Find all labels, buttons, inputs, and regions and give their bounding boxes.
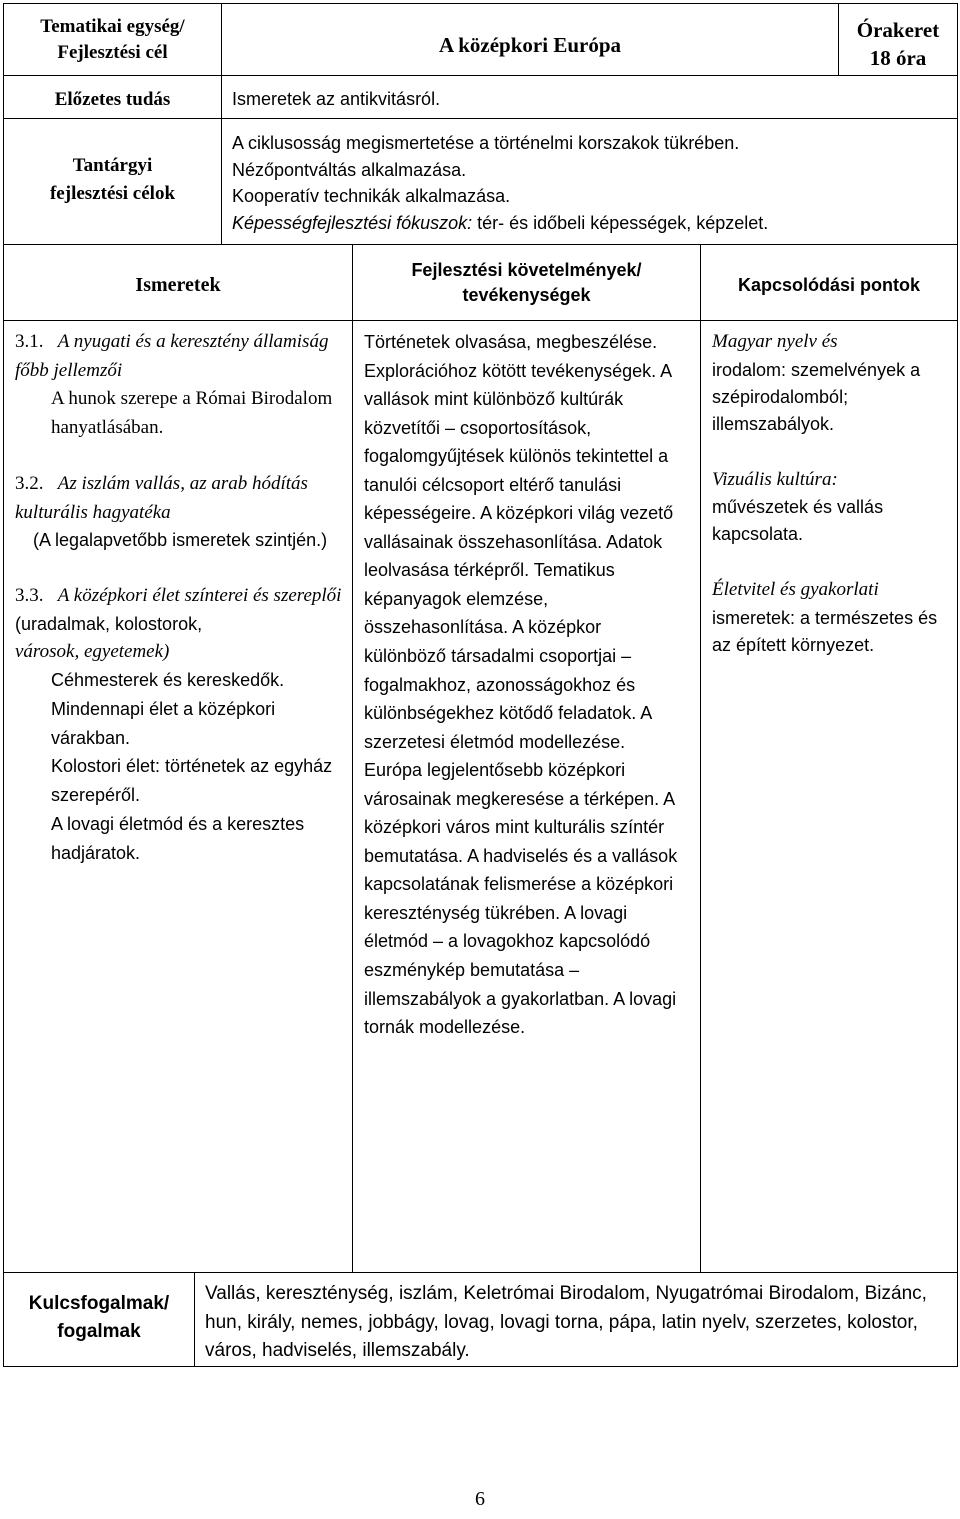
goal-line: Nézőpontváltás alkalmazása. bbox=[232, 159, 467, 180]
connection-item bbox=[712, 328, 948, 438]
connections-cell bbox=[712, 328, 948, 659]
knowledge-cell bbox=[15, 328, 345, 868]
section-title-part: városok, egyetemek) bbox=[15, 640, 170, 662]
connection-label: Vizuális kultúra: bbox=[712, 468, 838, 490]
section-3-2 bbox=[15, 470, 345, 554]
section-subtitle: A hunok szerepe a Római Birodalom hanyatlásában. bbox=[51, 388, 333, 438]
section-3-1 bbox=[15, 328, 345, 442]
connection-text: ismeretek: a természetes és az épített környezet. bbox=[712, 607, 938, 655]
section-items: Céhmesterek és kereskedők. Mindennapi élet a középkori várakban. Kolostori élet: történetek az egyház szerepéről. A lovagi életmód és a keresztes hadjáratok. bbox=[51, 670, 333, 863]
column-header-connections: Kapcsolódási pontok bbox=[737, 275, 921, 295]
hours-label: Órakeret bbox=[856, 18, 940, 42]
section-number: 3.1. bbox=[15, 331, 44, 352]
focus-text: tér- és időbeli képességek, képzelet. bbox=[472, 212, 769, 233]
section-title: Az iszlám vallás, az arab hódítás kulturális hagyatéka bbox=[15, 473, 308, 523]
goal-line: A ciklusosság megismertetése a történelmi korszakok tükrében. bbox=[232, 133, 740, 153]
prior-knowledge-text: Ismeretek az antikvitásról. bbox=[232, 89, 441, 109]
unit-title: A középkori Európa bbox=[438, 33, 622, 57]
section-number: 3.2. bbox=[15, 473, 44, 494]
keywords-label: Kulcsfogalmak/ fogalmak bbox=[28, 1293, 170, 1342]
unit-label: Tematikai egység/ Fejlesztési cél bbox=[40, 16, 185, 63]
section-title: A nyugati és a keresztény államiság főbb jellemzői bbox=[15, 331, 329, 381]
requirements-cell: Történetek olvasása, megbeszélése. Explorációhoz kötött tevékenységek. A vallások mint különböző kultúrák közvetítői – csoportosítások, fogalomgyűjtések különös tekintettel a tanulói célcsoport eltérő tanulási képességeire. A középkori világ vezető vallásainak összehasonlítása. Adatok leolvasása térképről. Tematikus képanyagok elemzése, összehasonlítása. A középkor különböző társadalmi csoportjai – fogalmakhoz, azonosságokhoz és különbségekhez kötődő feladatok. A szerzetesi életmód modellezése. Európa legjelentősebb középkori városainak megkeresése a térképen. A középkori város mint kulturális színtér bemutatása. A hadviselés és a vallások kapcsolatának felismerése a középkori kereszténység tükrében. A lovagi életmód – a lovagokhoz kapcsolódó eszménykép bemutatása – illemszabályok a gyakorlatban. A lovagi tornák modellezése. bbox=[364, 332, 678, 1038]
section-subtitle: (A legalapvetőbb ismeretek szintjén.) bbox=[33, 530, 328, 550]
goals-text bbox=[232, 130, 952, 237]
connection-label: Életvitel és gyakorlati bbox=[712, 579, 879, 600]
connection-label: Magyar nyelv és bbox=[712, 331, 838, 352]
keywords-text: Vallás, kereszténység, iszlám, Keletrómai Birodalom, Nyugatrómai Birodalom, Bizánc, hun, király, nemes, jobbágy, lovag, lovagi torna, pápa, latin nyelv, szerzetes, kolostor, város, hadviselés, illemszabály. bbox=[205, 1283, 927, 1361]
section-title-part: (uradalmak, kolostorok, bbox=[15, 613, 203, 634]
connection-item bbox=[712, 466, 948, 549]
hours-value: 18 óra bbox=[869, 46, 927, 71]
section-title: A középkori élet színterei és szereplői bbox=[57, 585, 342, 606]
hours-block bbox=[839, 16, 957, 73]
connection-text: művészetek és vallás kapcsolata. bbox=[712, 497, 884, 544]
page-number: 6 bbox=[475, 1488, 485, 1510]
prior-knowledge-label: Előzetes tudás bbox=[54, 89, 171, 110]
connection-text: irodalom: szemelvények a szépirodalomból; illemszabályok. bbox=[712, 359, 921, 434]
column-header-knowledge: Ismeretek bbox=[135, 274, 221, 296]
focus-line bbox=[232, 210, 952, 237]
section-3-3 bbox=[15, 582, 345, 868]
connection-item bbox=[712, 576, 948, 659]
focus-label: Képességfejlesztési fókuszok: bbox=[232, 212, 473, 233]
goal-line: Kooperatív technikák alkalmazása. bbox=[232, 186, 511, 207]
section-number: 3.3. bbox=[15, 585, 44, 606]
column-header-requirements: Fejlesztési követelmények/ tevékenységek bbox=[411, 260, 642, 306]
goals-label: Tantárgyi fejlesztési célok bbox=[49, 155, 176, 204]
